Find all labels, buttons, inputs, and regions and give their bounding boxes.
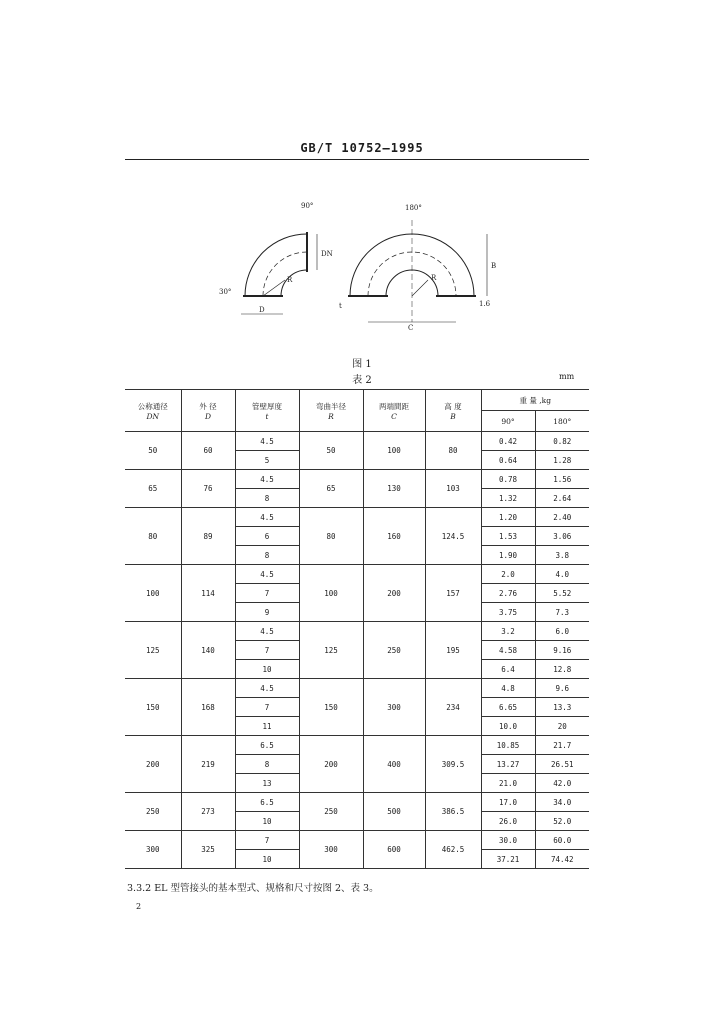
col-r-label: 弯曲半径 xyxy=(316,401,346,411)
cell-t: 6.5 xyxy=(235,736,299,755)
cell-t: 4.5 xyxy=(235,432,299,451)
label-t: t xyxy=(339,302,342,310)
table-row xyxy=(125,793,589,812)
cell-od: 114 xyxy=(181,565,235,622)
cell-weight-90: 1.20 xyxy=(481,508,535,527)
cell-r: 125 xyxy=(299,622,363,679)
table-row xyxy=(125,622,589,641)
cell-od: 60 xyxy=(181,432,235,470)
cell-weight-90: 6.4 xyxy=(481,660,535,679)
cell-weight-180: 7.3 xyxy=(535,603,589,622)
cell-t: 7 xyxy=(235,831,299,850)
cell-t: 7 xyxy=(235,698,299,717)
cell-weight-90: 30.0 xyxy=(481,831,535,850)
cell-weight-180: 1.56 xyxy=(535,470,589,489)
cell-od: 76 xyxy=(181,470,235,508)
cell-od: 168 xyxy=(181,679,235,736)
cell-weight-180: 12.8 xyxy=(535,660,589,679)
label-b: B xyxy=(491,262,497,270)
cell-dn: 250 xyxy=(125,793,181,831)
label-180deg: 180° xyxy=(405,204,422,212)
page-header: GB/T 10752—1995 xyxy=(300,141,424,155)
cell-t: 10 xyxy=(235,660,299,679)
cell-t: 11 xyxy=(235,717,299,736)
cell-weight-90: 1.90 xyxy=(481,546,535,565)
cell-weight-180: 5.52 xyxy=(535,584,589,603)
cell-weight-90: 0.42 xyxy=(481,432,535,451)
cell-weight-90: 13.27 xyxy=(481,755,535,774)
cell-r: 65 xyxy=(299,470,363,508)
cell-b: 103 xyxy=(425,470,481,508)
elbow180-r-leader xyxy=(412,280,428,296)
cell-c: 100 xyxy=(363,432,425,470)
cell-weight-180: 52.0 xyxy=(535,812,589,831)
cell-t: 4.5 xyxy=(235,470,299,489)
table-row xyxy=(125,679,589,698)
cell-dn: 300 xyxy=(125,831,181,869)
table-row xyxy=(125,736,589,755)
cell-weight-90: 21.0 xyxy=(481,774,535,793)
col-od-sym: D xyxy=(204,411,211,421)
cell-weight-180: 42.0 xyxy=(535,774,589,793)
cell-weight-180: 13.3 xyxy=(535,698,589,717)
label-r-right: R xyxy=(431,274,437,282)
col-od-header xyxy=(181,390,235,432)
elbow90-centerline xyxy=(263,252,307,296)
col-weight-180: 180° xyxy=(535,411,589,432)
cell-dn: 100 xyxy=(125,565,181,622)
cell-dn: 80 xyxy=(125,508,181,565)
cell-weight-90: 2.0 xyxy=(481,565,535,584)
label-dn: DN xyxy=(321,250,333,258)
cell-t: 8 xyxy=(235,489,299,508)
cell-weight-180: 26.51 xyxy=(535,755,589,774)
label-c: C xyxy=(408,324,414,332)
col-dn-label: 公称通径 xyxy=(137,401,168,411)
cell-od: 140 xyxy=(181,622,235,679)
cell-r: 200 xyxy=(299,736,363,793)
col-b-sym: B xyxy=(450,411,456,421)
cell-weight-90: 0.64 xyxy=(481,451,535,470)
col-t-label: 管壁厚度 xyxy=(252,401,282,411)
cell-dn: 50 xyxy=(125,432,181,470)
cell-b: 462.5 xyxy=(425,831,481,869)
cell-weight-180: 0.82 xyxy=(535,432,589,451)
cell-weight-90: 3.75 xyxy=(481,603,535,622)
cell-od: 219 xyxy=(181,736,235,793)
cell-c: 130 xyxy=(363,470,425,508)
cell-weight-90: 2.76 xyxy=(481,584,535,603)
label-90deg: 90° xyxy=(301,202,314,210)
cell-t: 7 xyxy=(235,641,299,660)
cell-c: 160 xyxy=(363,508,425,565)
cell-t: 7 xyxy=(235,584,299,603)
cell-c: 300 xyxy=(363,679,425,736)
cell-t: 5 xyxy=(235,451,299,470)
cell-b: 157 xyxy=(425,565,481,622)
cell-weight-180: 20 xyxy=(535,717,589,736)
table-row xyxy=(125,432,589,451)
col-c-header xyxy=(363,390,425,432)
table-row xyxy=(125,470,589,489)
cell-t: 8 xyxy=(235,546,299,565)
cell-dn: 125 xyxy=(125,622,181,679)
cell-b: 195 xyxy=(425,622,481,679)
table-caption: 表 2 xyxy=(352,375,372,386)
col-dn-header xyxy=(125,390,181,432)
cell-weight-90: 1.32 xyxy=(481,489,535,508)
cell-r: 50 xyxy=(299,432,363,470)
col-c-label: 两端間距 xyxy=(379,401,409,411)
table-row xyxy=(125,508,589,527)
cell-weight-180: 60.0 xyxy=(535,831,589,850)
col-b-header xyxy=(425,390,481,432)
cell-weight-90: 17.0 xyxy=(481,793,535,812)
cell-b: 80 xyxy=(425,432,481,470)
header-rule xyxy=(125,159,589,160)
table-row xyxy=(125,831,589,850)
table-row xyxy=(125,565,589,584)
clause-note: 3.3.2 EL 型管接头的基本型式、规格和尺寸按图 2、表 3。 xyxy=(127,883,379,894)
cell-weight-90: 1.53 xyxy=(481,527,535,546)
cell-weight-90: 3.2 xyxy=(481,622,535,641)
cell-od: 89 xyxy=(181,508,235,565)
cell-weight-180: 3.8 xyxy=(535,546,589,565)
cell-r: 100 xyxy=(299,565,363,622)
cell-weight-90: 6.65 xyxy=(481,698,535,717)
label-d: D xyxy=(259,306,265,314)
cell-b: 234 xyxy=(425,679,481,736)
cell-c: 600 xyxy=(363,831,425,869)
cell-t: 4.5 xyxy=(235,508,299,527)
cell-weight-180: 6.0 xyxy=(535,622,589,641)
cell-t: 10 xyxy=(235,850,299,869)
cell-weight-180: 74.42 xyxy=(535,850,589,869)
cell-dn: 65 xyxy=(125,470,181,508)
elbow-figure xyxy=(205,196,505,336)
col-od-label: 外 径 xyxy=(199,401,217,411)
cell-t: 4.5 xyxy=(235,622,299,641)
cell-c: 200 xyxy=(363,565,425,622)
cell-od: 325 xyxy=(181,831,235,869)
cell-weight-180: 2.64 xyxy=(535,489,589,508)
cell-weight-90: 0.78 xyxy=(481,470,535,489)
cell-t: 9 xyxy=(235,603,299,622)
cell-weight-90: 26.0 xyxy=(481,812,535,831)
cell-weight-90: 10.0 xyxy=(481,717,535,736)
cell-weight-180: 9.16 xyxy=(535,641,589,660)
cell-t: 10 xyxy=(235,812,299,831)
cell-dn: 200 xyxy=(125,736,181,793)
cell-r: 80 xyxy=(299,508,363,565)
unit-label: mm xyxy=(559,372,575,381)
cell-c: 400 xyxy=(363,736,425,793)
col-t-header xyxy=(235,390,299,432)
label-weld-gap: 1.6 xyxy=(479,300,491,308)
cell-weight-90: 4.58 xyxy=(481,641,535,660)
cell-r: 150 xyxy=(299,679,363,736)
cell-t: 13 xyxy=(235,774,299,793)
col-weight-header: 重 量 ,kg xyxy=(481,390,589,411)
cell-weight-180: 4.0 xyxy=(535,565,589,584)
cell-weight-180: 9.6 xyxy=(535,679,589,698)
figure-caption: 图 1 xyxy=(352,359,372,370)
cell-b: 386.5 xyxy=(425,793,481,831)
col-r-header xyxy=(299,390,363,432)
col-weight-90: 90° xyxy=(481,411,535,432)
cell-t: 6 xyxy=(235,527,299,546)
cell-t: 8 xyxy=(235,755,299,774)
col-t-sym: t xyxy=(265,411,269,421)
cell-weight-90: 10.85 xyxy=(481,736,535,755)
label-30deg: 30° xyxy=(219,288,232,296)
cell-c: 250 xyxy=(363,622,425,679)
cell-r: 300 xyxy=(299,831,363,869)
col-r-sym: R xyxy=(328,411,334,421)
cell-weight-180: 34.0 xyxy=(535,793,589,812)
cell-b: 124.5 xyxy=(425,508,481,565)
cell-weight-180: 2.40 xyxy=(535,508,589,527)
cell-weight-90: 4.8 xyxy=(481,679,535,698)
elbow90-inner-arc xyxy=(281,270,307,296)
cell-od: 273 xyxy=(181,793,235,831)
cell-weight-90: 37.21 xyxy=(481,850,535,869)
cell-dn: 150 xyxy=(125,679,181,736)
col-c-sym: C xyxy=(391,411,397,421)
dimension-table xyxy=(125,389,589,869)
col-dn-sym: DN xyxy=(146,411,160,421)
cell-t: 6.5 xyxy=(235,793,299,812)
col-b-label: 高 度 xyxy=(444,401,462,411)
cell-t: 4.5 xyxy=(235,565,299,584)
cell-weight-180: 3.06 xyxy=(535,527,589,546)
cell-b: 309.5 xyxy=(425,736,481,793)
label-r-left: R xyxy=(287,276,293,284)
elbow-drawing xyxy=(205,196,505,336)
cell-weight-180: 21.7 xyxy=(535,736,589,755)
cell-c: 500 xyxy=(363,793,425,831)
cell-t: 4.5 xyxy=(235,679,299,698)
cell-weight-180: 1.28 xyxy=(535,451,589,470)
page-number: 2 xyxy=(136,902,142,911)
cell-r: 250 xyxy=(299,793,363,831)
